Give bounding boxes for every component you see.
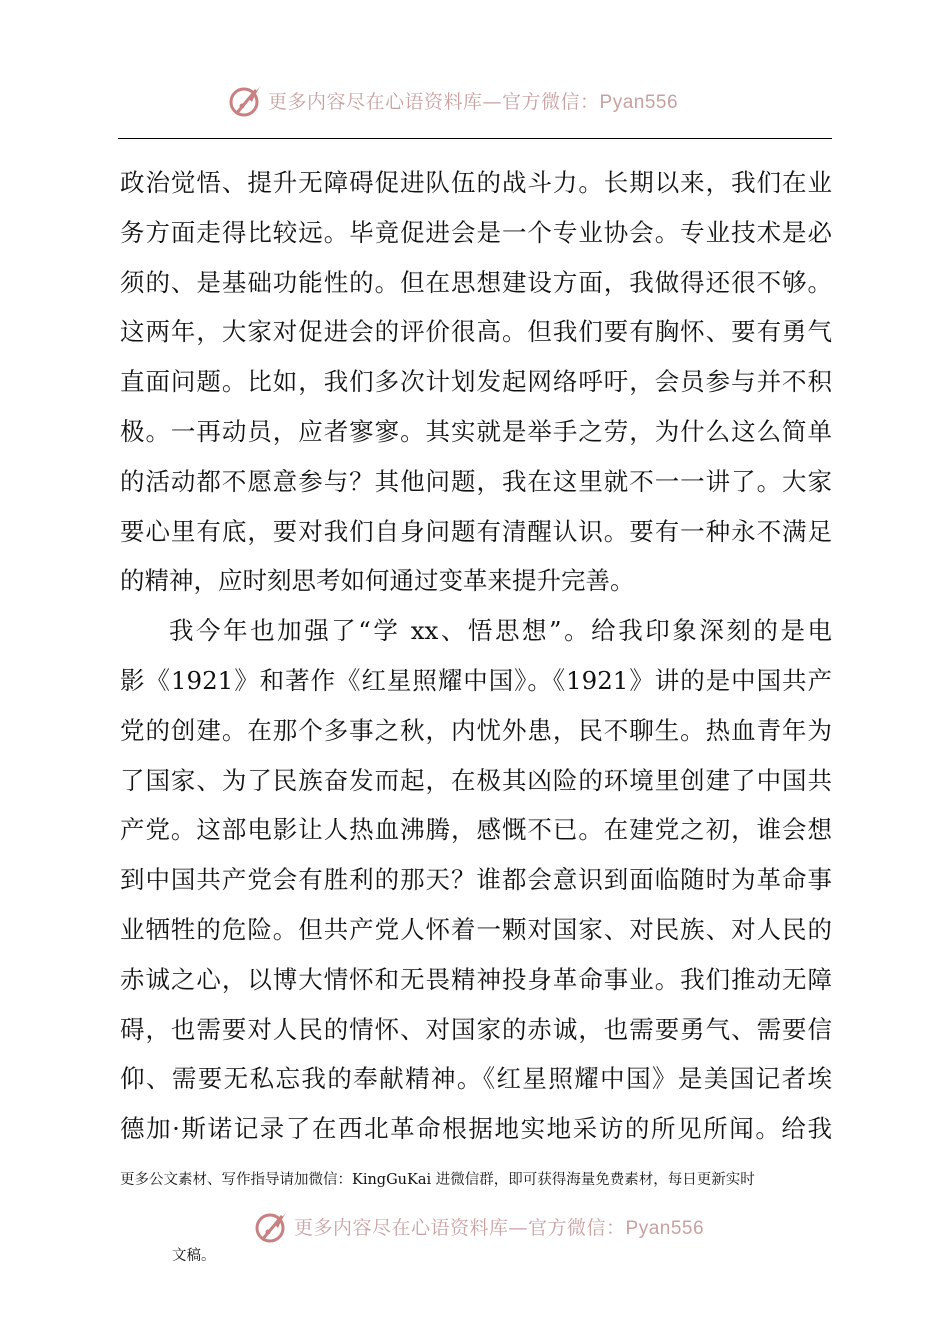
body-line: 我今年也加强了“学 xx、悟思想”。给我印象深刻的是电 <box>169 616 832 646</box>
body-line: 产党。这部电影让人热血沸腾，感慨不已。在建党之初，谁会想 <box>120 815 832 845</box>
quill-logo-icon <box>252 1208 292 1248</box>
body-line: 到中国共产党会有胜利的那天？谁都会意识到面临随时为革命事 <box>120 865 832 895</box>
footer-watermark-text: 更多内容尽在心语资料库—官方微信：Pyan556 <box>294 1217 705 1239</box>
body-line: 的精神，应时刻思考如何通过变革来提升完善。 <box>120 566 635 596</box>
body-line: 这两年，大家对促进会的评价很高。但我们要有胸怀、要有勇气 <box>120 317 832 347</box>
body-line: 赤诚之心，以博大情怀和无畏精神投身革命事业。我们推动无障 <box>120 964 832 994</box>
footer-note-continuation: 文稿。 <box>172 1248 216 1264</box>
page-header <box>0 82 950 126</box>
header-divider <box>118 138 832 139</box>
body-line: 德加·斯诺记录了在西北革命根据地实地采访的所见所闻。给我 <box>120 1114 832 1144</box>
body-line: 政治觉悟、提升无障碍促进队伍的战斗力。长期以来，我们在业 <box>120 168 832 197</box>
header-wechat-id: Pyan556 <box>599 92 679 113</box>
body-line: 碍，也需要对人民的情怀、对国家的赤诚，也需要勇气、需要信 <box>120 1014 832 1044</box>
body-line: 直面问题。比如，我们多次计划发起网络呼吁，会员参与并不积 <box>120 367 832 397</box>
body-line: 须的、是基础功能性的。但在思想建设方面，我做得还很不够。 <box>120 267 832 297</box>
body-line: 极。一再动员，应者寥寥。其实就是举手之劳，为什么这么简单 <box>120 416 832 446</box>
body-line: 的活动都不愿意参与？其他问题，我在这里就不一一讲了。大家 <box>120 466 832 496</box>
footer-note: 更多公文素材、写作指导请加微信：KingGuKai 进微信群，即可获得海量免费素材，每日更新实时 <box>120 1172 755 1188</box>
body-line: 党的创建。在那个多事之秋，内忧外患，民不聊生。热血青年为 <box>120 715 832 745</box>
body-line: 仰、需要无私忘我的奉献精神。《红星照耀中国》是美国记者埃 <box>120 1064 832 1094</box>
quill-logo-icon <box>226 82 266 122</box>
body-line: 影《1921》和著作《红星照耀中国》。《1921》讲的是中国共产 <box>120 665 832 695</box>
body-line: 业牺牲的危险。但共产党人怀着一颗对国家、对民族、对人民的 <box>120 914 832 944</box>
footer-wechat-id: Pyan556 <box>625 1218 705 1239</box>
body-line: 务方面走得比较远。毕竟促进会是一个专业协会。专业技术是必 <box>120 217 832 247</box>
header-watermark-text: 更多内容尽在心语资料库—官方微信：Pyan556 <box>268 91 679 113</box>
footer-watermark <box>0 1208 950 1252</box>
body-line: 要心里有底，要对我们自身问题有清醒认识。要有一种永不满足 <box>120 516 832 546</box>
document-body <box>120 158 832 1154</box>
body-line: 了国家、为了民族奋发而起，在极其凶险的环境里创建了中国共 <box>120 765 832 795</box>
